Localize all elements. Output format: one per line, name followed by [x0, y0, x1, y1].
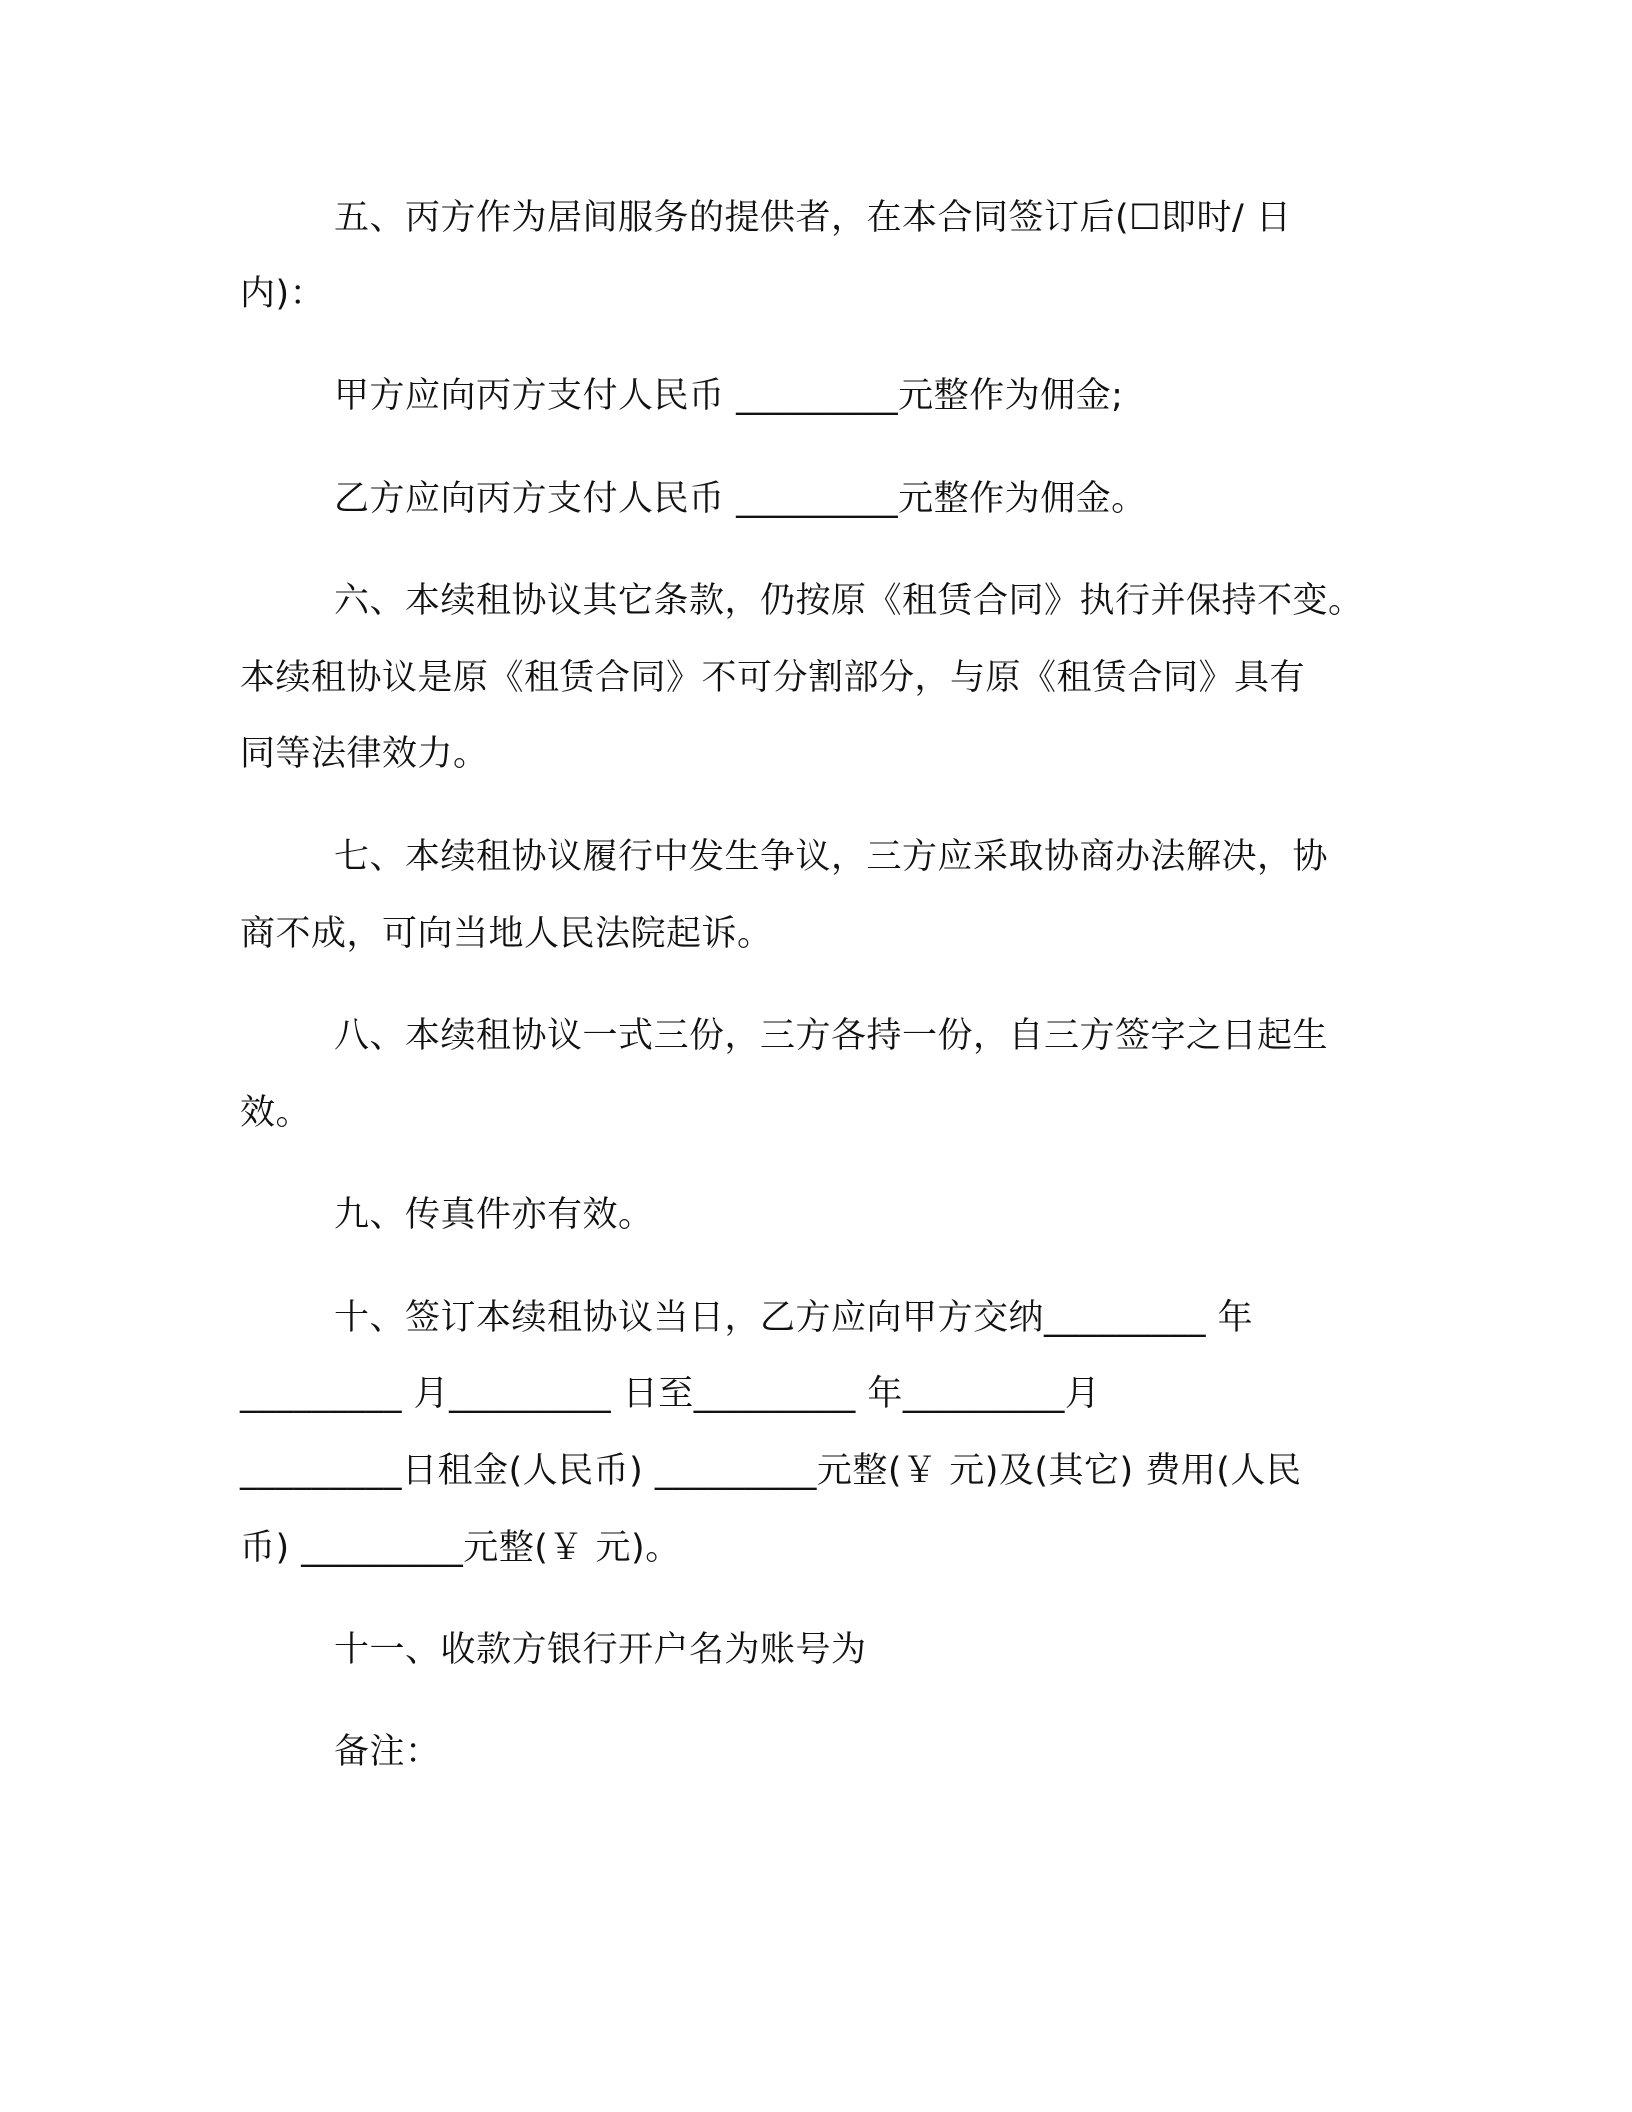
clause-10-line-4: 币) _________元整(￥ 元)。 — [240, 1528, 681, 1568]
clause-6-line-2: 本续租协议是原《租赁合同》不可分割部分，与原《租赁合同》具有 — [240, 658, 1306, 698]
clause-6-line-1: 六、本续租协议其它条款，仍按原《租赁合同》执行并保持不变。 — [334, 581, 1364, 621]
clause-10-line-2: _________ 月_________ 日至_________ 年_________月 — [240, 1374, 1101, 1414]
clause-8-line-2: 效。 — [240, 1093, 312, 1133]
clause-5-line-2: 内)： — [240, 274, 326, 314]
clause-9: 九、传真件亦有效。 — [334, 1195, 654, 1235]
clause-5-line-1: 五、丙方作为居间服务的提供者，在本合同签订后(☐即时/ 日 — [334, 198, 1292, 238]
clause-11: 十一、收款方银行开户名为账号为 — [334, 1630, 867, 1670]
clause-6-line-3: 同等法律效力。 — [240, 734, 489, 774]
clause-7-line-2: 商不成，可向当地人民法院起诉。 — [240, 914, 773, 954]
clause-8-line-1: 八、本续租协议一式三份，三方各持一份，自三方签字之日起生 — [334, 1016, 1329, 1056]
clause-10-line-1: 十、签订本续租协议当日，乙方应向甲方交纳_________ 年 — [334, 1298, 1254, 1338]
clause-10-line-3: _________日租金(人民币) _________元整(￥ 元)及(其它) 费用(人民 — [240, 1451, 1302, 1491]
commission-party-a: 甲方应向丙方支付人民币 _________元整作为佣金; — [334, 376, 1124, 416]
remarks: 备注： — [334, 1732, 441, 1772]
commission-party-b: 乙方应向丙方支付人民币 _________元整作为佣金。 — [334, 479, 1147, 519]
clause-7-line-1: 七、本续租协议履行中发生争议，三方应采取协商办法解决，协 — [334, 837, 1329, 877]
